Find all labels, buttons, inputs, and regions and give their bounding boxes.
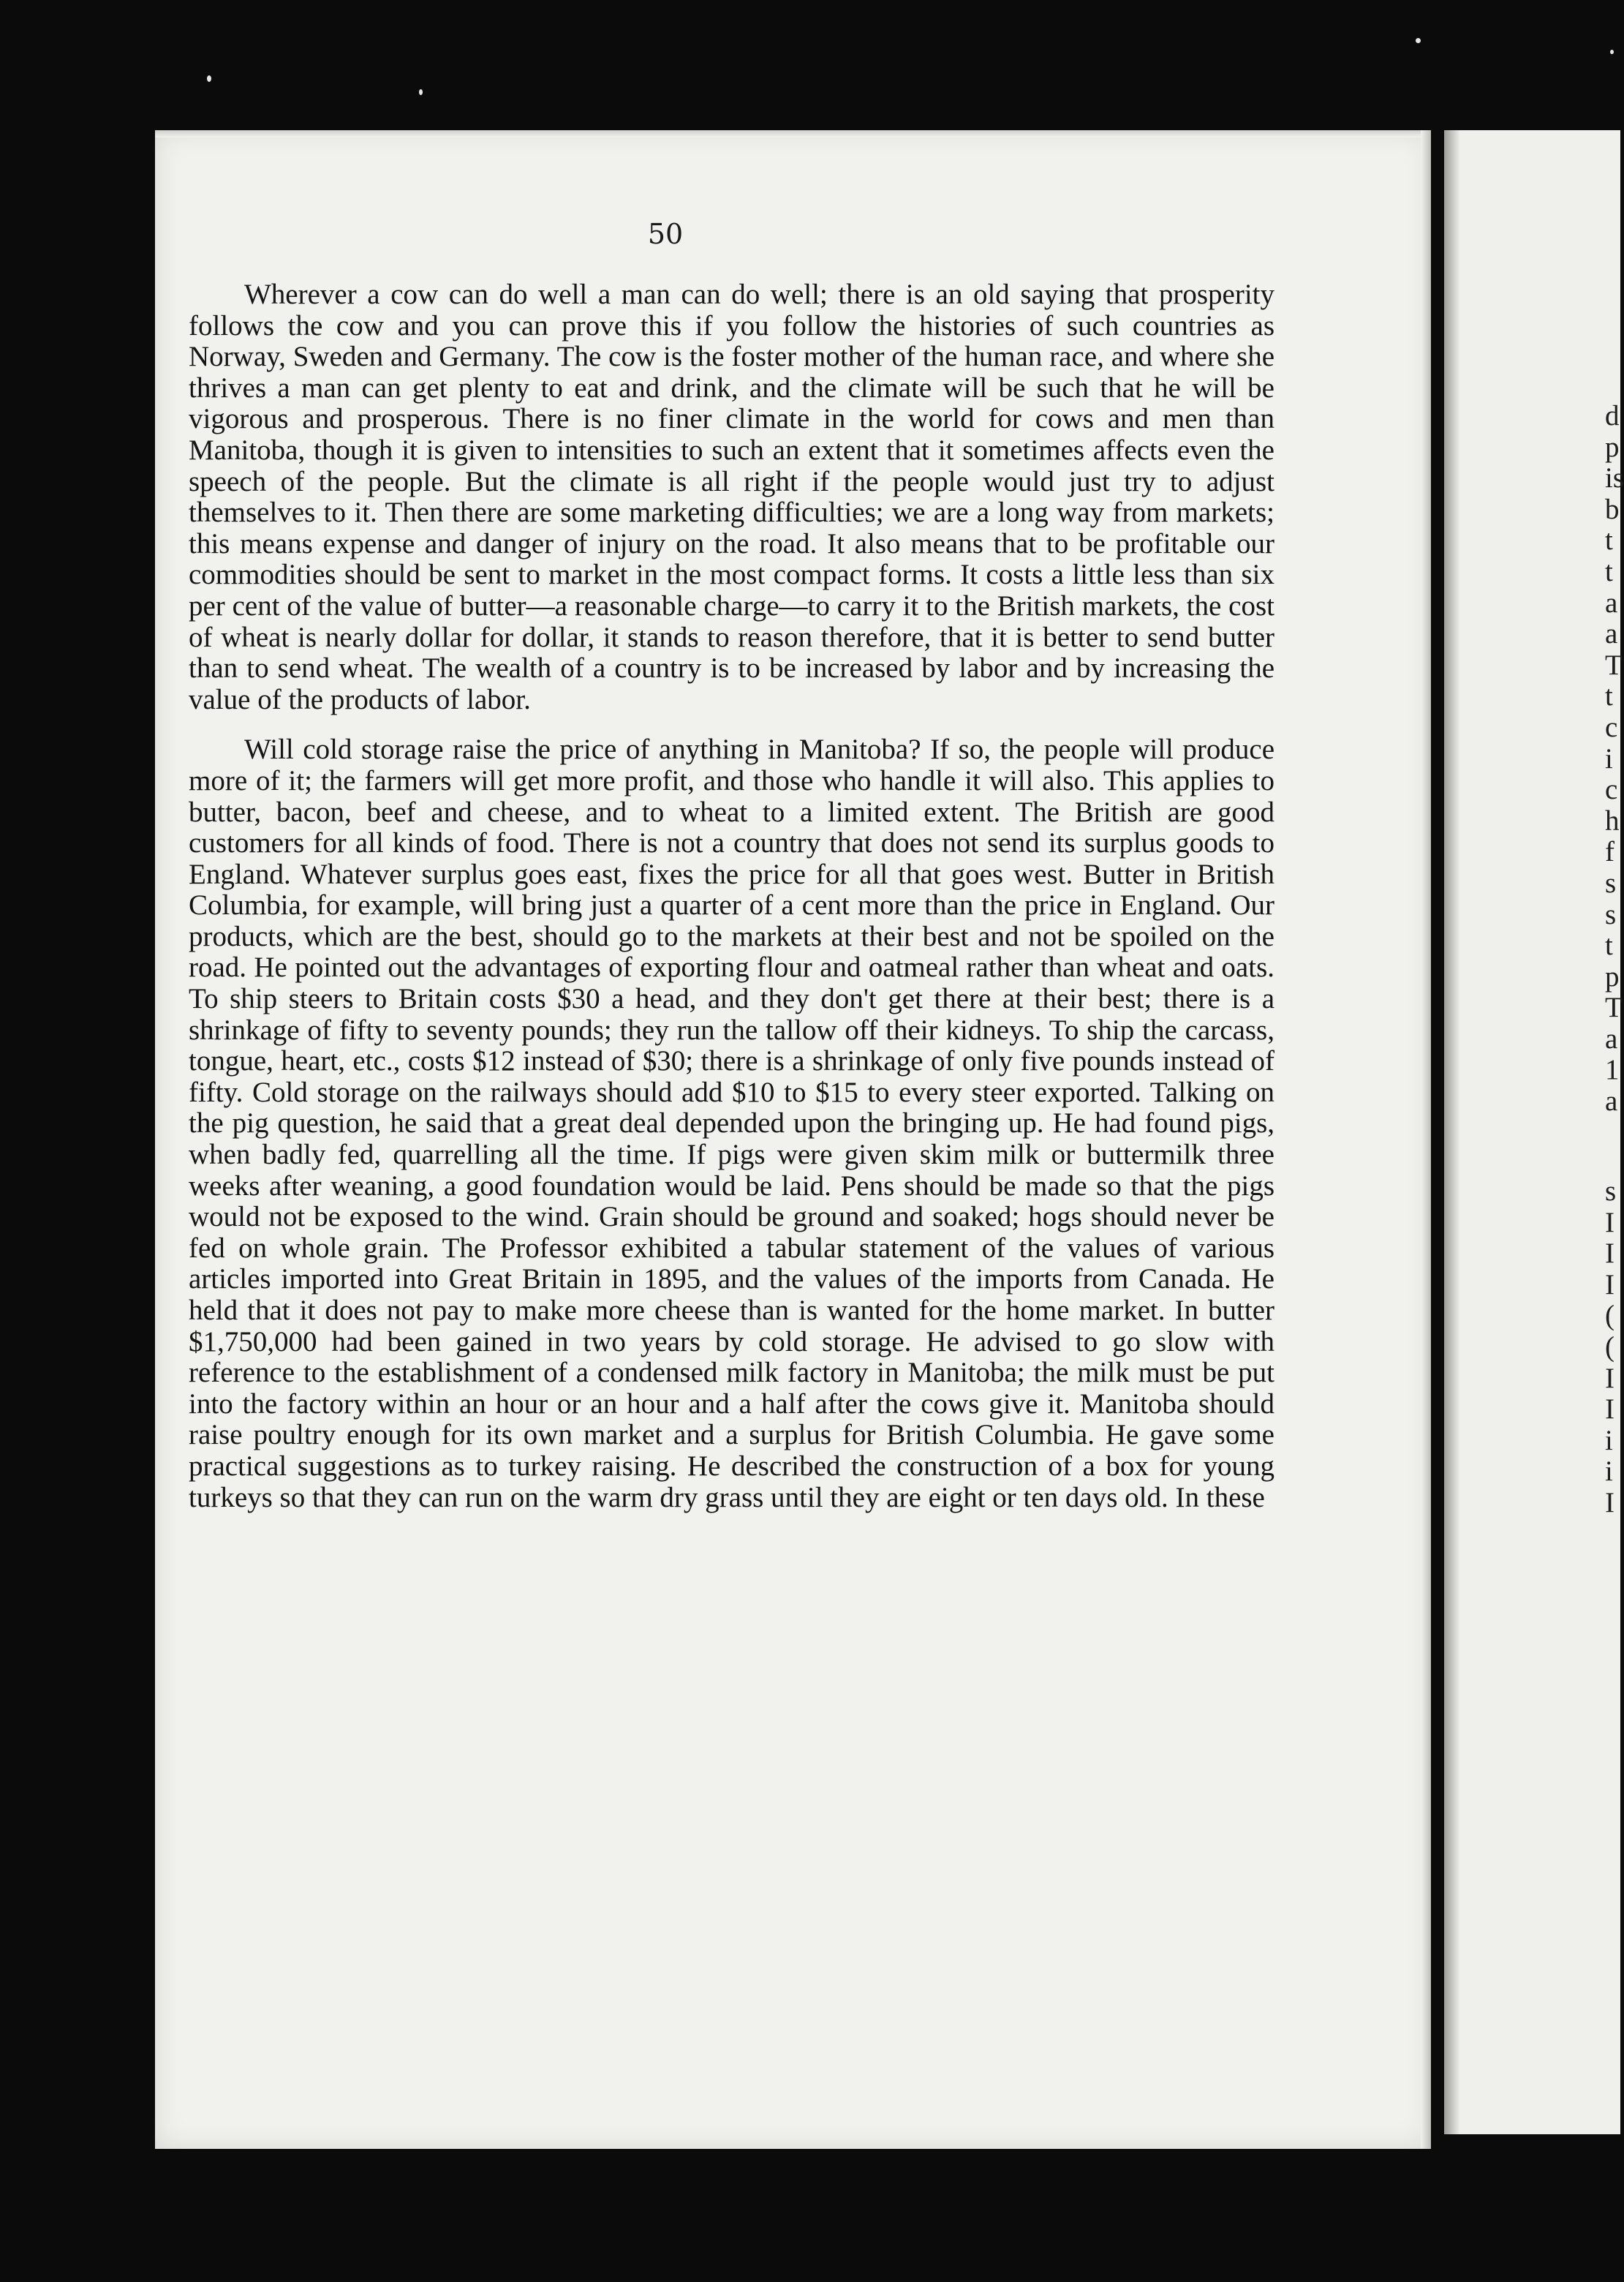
page-gutter [1444, 130, 1460, 2134]
text-fragment: I [1605, 1393, 1614, 1426]
text-fragment: a [1605, 587, 1618, 619]
adjacent-page-text-fragments [1605, 401, 1624, 1118]
page-edge [1421, 130, 1431, 2149]
text-fragment: ( [1605, 1300, 1614, 1332]
text-fragment: i [1605, 1456, 1613, 1488]
text-fragment: p [1605, 431, 1620, 463]
scan-speck [1416, 38, 1421, 43]
body-text [189, 279, 1274, 1513]
text-fragment: d [1605, 400, 1620, 432]
text-fragment: t [1605, 680, 1613, 712]
text-fragment: I [1605, 1362, 1614, 1394]
text-fragment: b [1605, 493, 1620, 525]
text-fragment: a [1605, 618, 1618, 650]
text-fragment: I [1605, 1486, 1614, 1518]
adjacent-page [1444, 130, 1620, 2134]
adjacent-page-text-fragments [1605, 1176, 1616, 1519]
text-fragment: i [1605, 742, 1613, 775]
text-fragment: h [1605, 805, 1620, 837]
scan-speck [1610, 50, 1614, 54]
paragraph: Wherever a cow can do well a man can do well; there is an old saying that prosperity follows the cow and you can prove this if you follow the histories of such countries as Norway, Sweden and Germany. The cow is the foster mother of the human race, and where she thrives a man can get plenty to eat and drink, and the climate will be such that he will be vigorous and prosperous. There is no finer climate in the world for cows and men than Manitoba, though it is given to intensities to such an extent that it sometimes affects even the speech of the people. But the climate is all right if the people would just try to adjust themselves to it. Then there are some marketing difficulties; we are a long way from markets; this means expense and danger of injury on the road. It also means that to be profitable our commodities should be sent to market in the most compact forms. It costs a little less than six per cent of the value of butter—a reasonable charge—to carry it to the British markets, the cost of wheat is nearly dollar for dollar, it stands to reason therefore, that it is better to send butter than to send wheat. The wealth of a country is to be increased by labor and by increasing the value of the products of labor. [189, 279, 1274, 715]
text-fragment: is [1605, 462, 1624, 494]
text-fragment: t [1605, 930, 1613, 962]
text-fragment: a [1605, 1085, 1618, 1118]
text-fragment: s [1605, 867, 1617, 899]
scan-speck [419, 89, 423, 95]
text-fragment: T [1605, 992, 1623, 1024]
text-fragment: I [1605, 1238, 1614, 1270]
text-fragment: s [1605, 898, 1617, 930]
scan-speck [207, 75, 211, 82]
text-fragment: p [1605, 960, 1620, 993]
text-fragment: c [1605, 711, 1618, 743]
text-fragment: t [1605, 555, 1613, 587]
text-fragment: 1 [1605, 1054, 1620, 1086]
text-fragment: f [1605, 836, 1614, 868]
text-fragment: t [1605, 524, 1613, 557]
paragraph: Will cold storage raise the price of anything in Manitoba? If so, the people will produce more of it; the farmers will get more profit, and those who handle it will also. This applies to butter, bacon, beef and cheese, and to wheat to a limited extent. The British are good customers for all kinds of food. There is not a country that does not send its surplus goods to England. Whatever surplus goes east, fixes the price for all that goes west. Butter in British Columbia, for example, will bring just a quarter of a cent more than the price in England. Our products, which are the best, should go to the markets at their best and not be spoiled on the road. He pointed out the advantages of exporting flour and oatmeal rather than wheat and oats. To ship steers to Britain costs $30 a head, and they don't get there at their best; there is a shrinkage of fifty to seventy pounds; they run the tallow off their kidneys. To ship the carcass, tongue, heart, etc., costs $12 instead of $30; there is a shrinkage of only five pounds instead of fifty. Cold storage on the railways should add $10 to $15 to every steer exported. Talking on the pig question, he said that a great deal depended upon the bringing up. He had found pigs, when badly fed, quarrelling all the time. If pigs were given skim milk or buttermilk three weeks after weaning, a good foundation would be laid. Pens should be made so that the pigs would not be exposed to the wind. Grain should be ground and soaked; hogs should never be fed on whole grain. The Professor exhibited a tabular statement of the values of various articles imported into Great Britain in 1895, and the values of the imports from Canada. He held that it does not pay to make more cheese than is wanted for the home market. In butter $1,750,000 had been gained in two years by cold storage. He advised to go slow with reference to the establishment of a condensed milk factory in Manitoba; the milk must be put into the factory within an hour or an hour and a half after the cows give it. Manitoba should raise poultry enough for its own market and a surplus for British Columbia. He gave some practical suggestions as to turkey raising. He described the construction of a box for young turkeys so that they can run on the warm dry grass until they are eight or ten days old. In these [189, 734, 1274, 1513]
text-fragment: s [1605, 1175, 1617, 1207]
text-fragment: i [1605, 1424, 1613, 1456]
text-fragment: ( [1605, 1330, 1614, 1363]
text-fragment: I [1605, 1206, 1614, 1238]
text-fragment: T [1605, 649, 1623, 681]
page-edge [155, 130, 1431, 138]
text-fragment: a [1605, 1023, 1618, 1055]
text-fragment: I [1605, 1268, 1614, 1300]
text-fragment: c [1605, 774, 1618, 806]
page-number: 50 [647, 218, 684, 250]
